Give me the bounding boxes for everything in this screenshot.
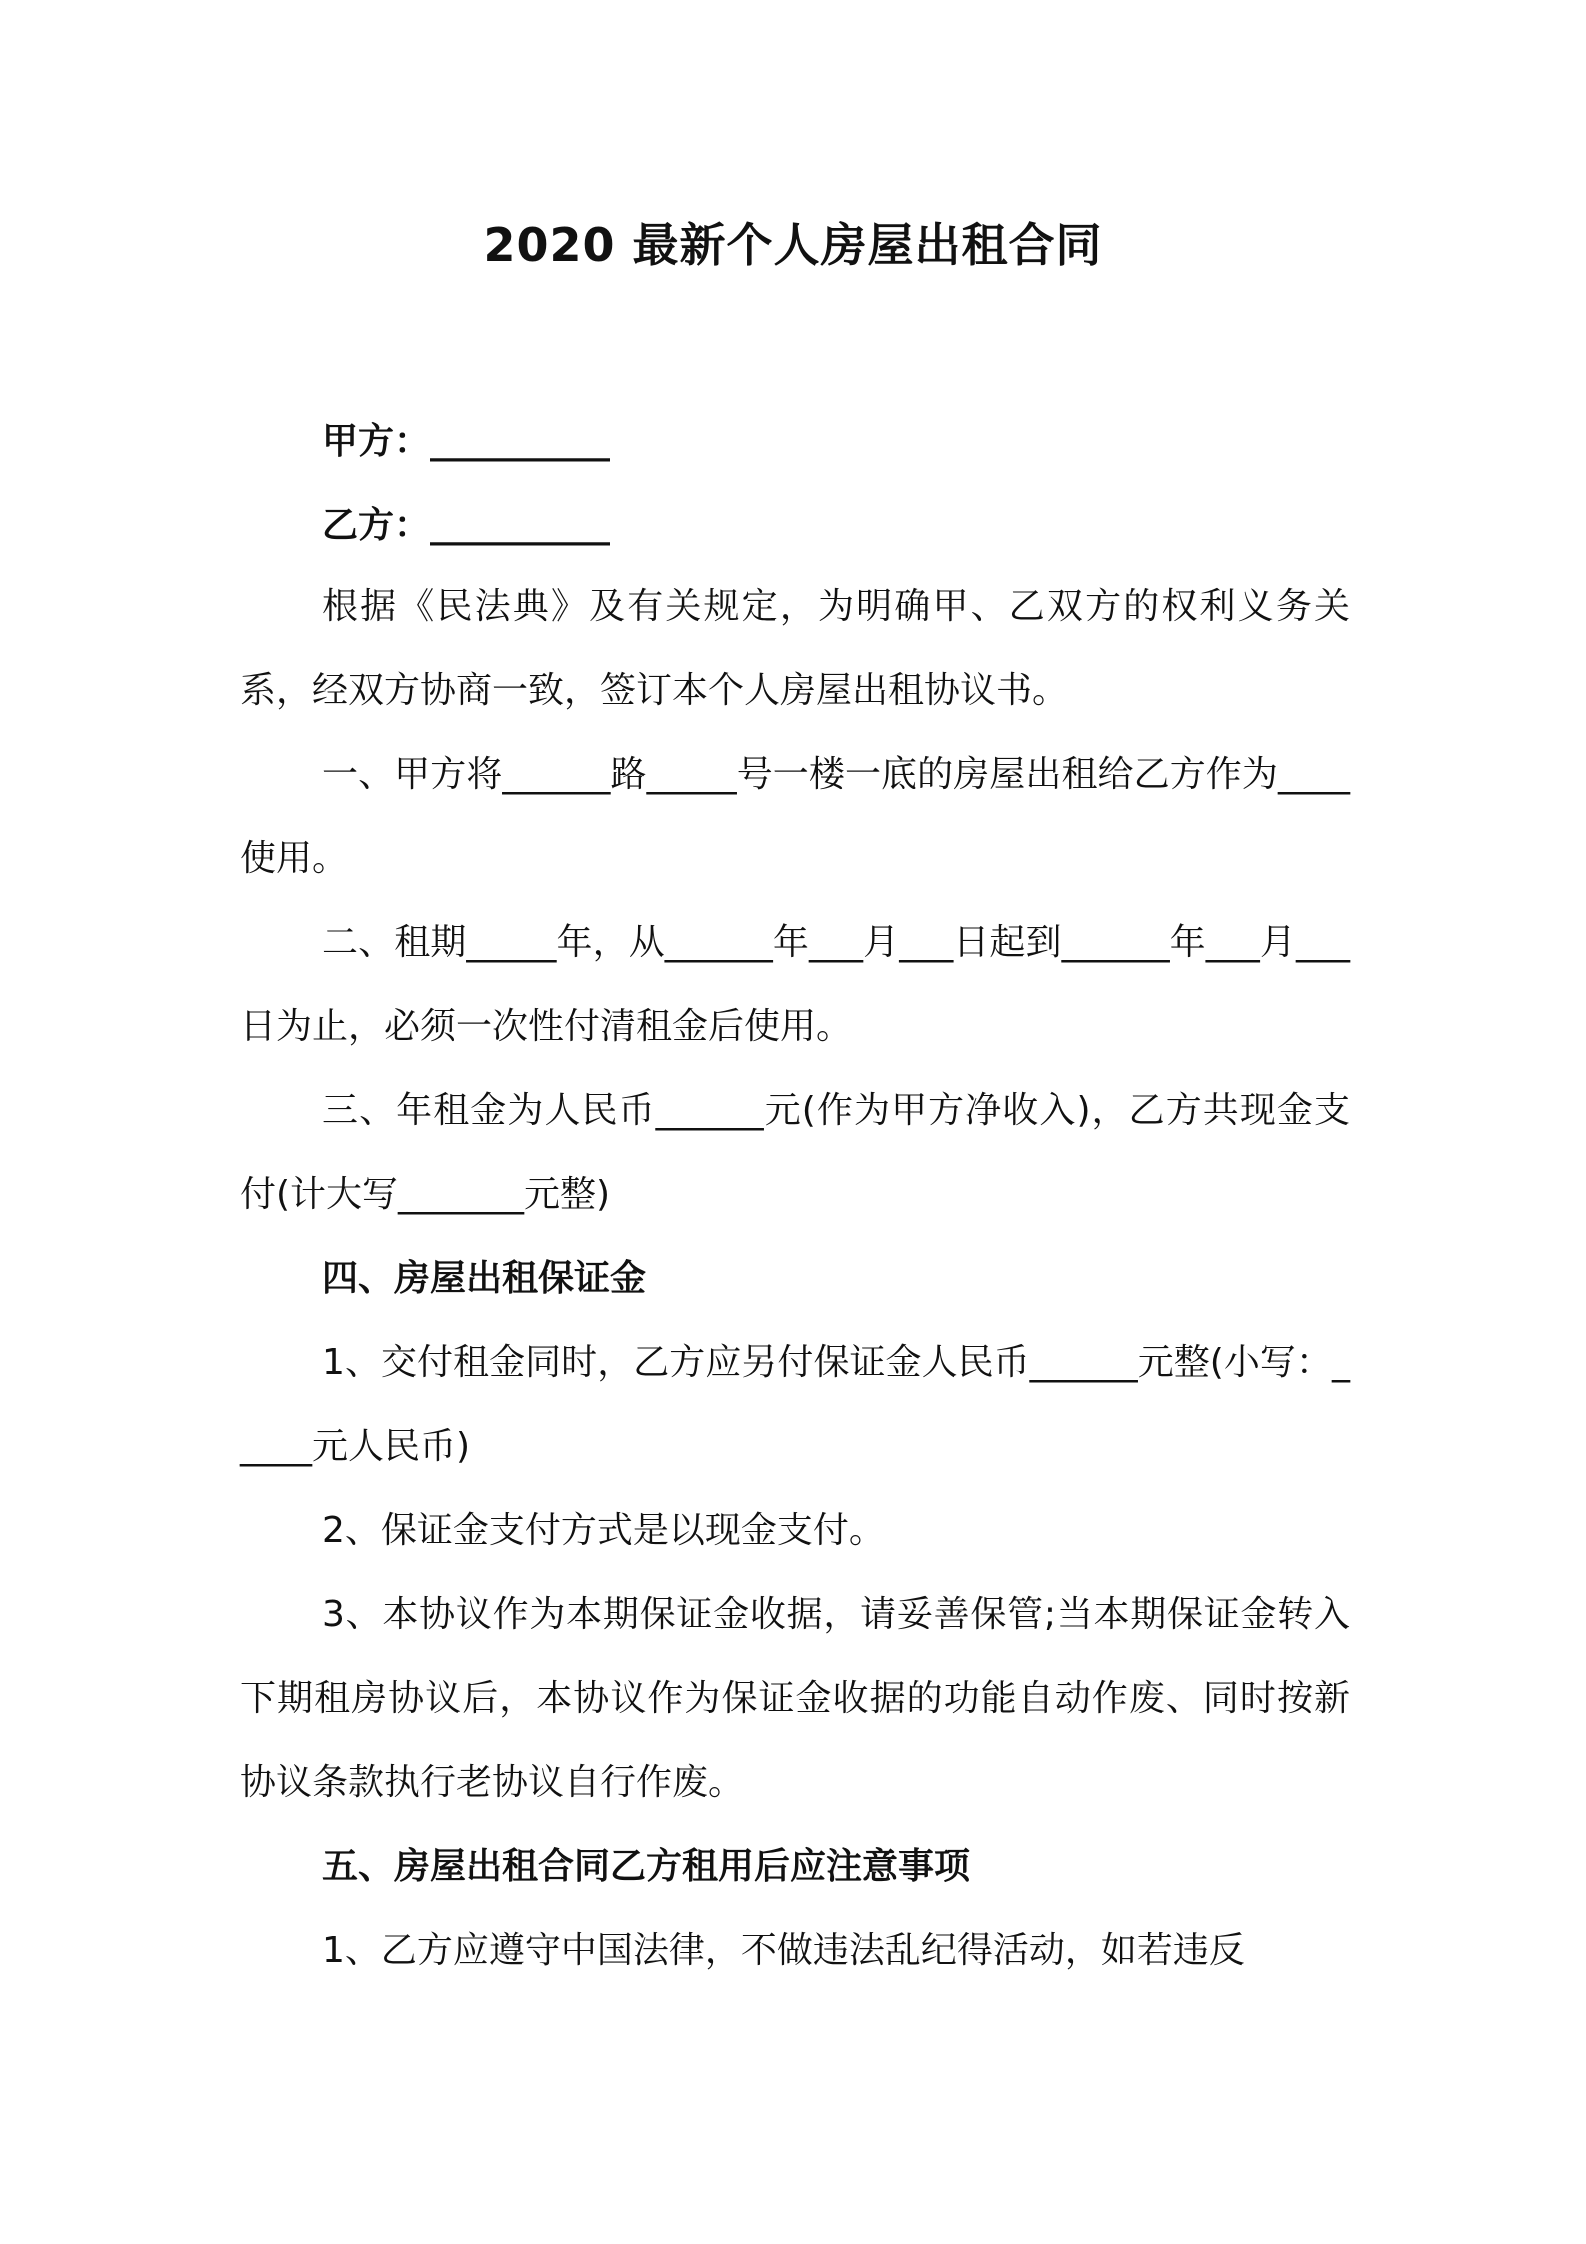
clause-1-paragraph: 一、甲方将______路_____号一楼一底的房屋出租给乙方作为____使用。 (240, 754, 1350, 879)
clause-3-paragraph: 三、年租金为人民币______元(作为甲方净收入)，乙方共现金支付(计大写_______元整) (240, 1090, 1350, 1215)
party-a-line: 甲方：__________ (322, 421, 611, 462)
clause-2-paragraph: 二、租期_____年，从______年___月___日起到______年___月___日为止，必须一次性付清租金后使用。 (240, 922, 1350, 1047)
document-title: 2020 最新个人房屋出租合同 (483, 218, 1103, 272)
clause-4-item-3: 3、本协议作为本期保证金收据，请妥善保管;当本期保证金转入下期租房协议后，本协议作为保证金收据的功能自动作废、同时按新协议条款执行老协议自行作废。 (240, 1594, 1350, 1803)
clause-4-item-1: 1、交付租金同时，乙方应另付保证金人民币______元整(小写：_____元人民币) (240, 1342, 1350, 1467)
clause-4-heading: 四、房屋出租保证金 (322, 1258, 647, 1299)
clause-4-item-2: 2、保证金支付方式是以现金支付。 (322, 1510, 885, 1551)
intro-paragraph: 根据《民法典》及有关规定，为明确甲、乙双方的权利义务关系，经双方协商一致，签订本个人房屋出租协议书。 (240, 586, 1350, 711)
clause-5-heading: 五、房屋出租合同乙方租用后应注意事项 (322, 1846, 971, 1887)
clause-5-item-1: 1、乙方应遵守中国法律，不做违法乱纪得活动，如若违反 (322, 1930, 1245, 1971)
party-b-line: 乙方：__________ (322, 505, 611, 546)
